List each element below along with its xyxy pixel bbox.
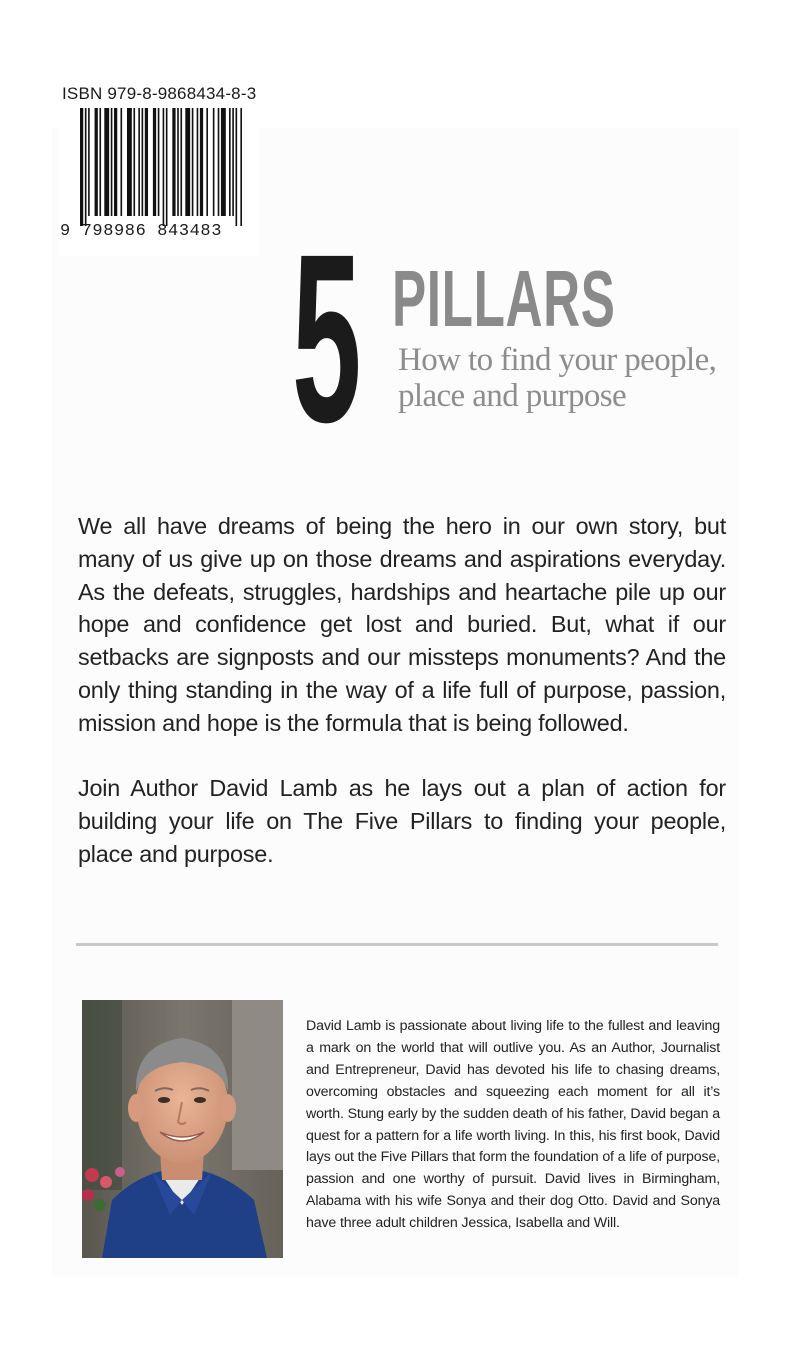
barcode-bar <box>114 108 117 216</box>
barcode-bar <box>232 108 234 216</box>
barcode-bar <box>99 108 101 216</box>
barcode-bar <box>200 108 203 216</box>
barcode-bar <box>192 108 194 216</box>
barcode-bar <box>145 108 148 216</box>
barcode-bar <box>206 108 208 216</box>
barcode-bar <box>121 108 123 216</box>
barcode-bar <box>158 108 160 216</box>
barcode-bar <box>240 108 242 226</box>
barcode-bar <box>185 108 190 216</box>
barcode-bar <box>127 108 132 216</box>
blurb-paragraph-2: Join Author David Lamb as he lays out a plan of action for building your life on The Five Pillars to finding your people, place and purpose. <box>78 775 726 867</box>
barcode-bar <box>180 108 182 216</box>
barcode-bar <box>153 108 156 216</box>
barcode-bar <box>80 108 83 226</box>
barcode-bar <box>197 108 199 216</box>
barcode-bar <box>163 108 165 226</box>
barcode-bar <box>213 108 215 216</box>
subtitle-line-2: place and purpose <box>398 378 627 414</box>
barcode-bar <box>133 108 135 216</box>
subtitle <box>398 342 716 414</box>
title-word: PILLARS <box>392 254 616 343</box>
barcode-bar <box>177 108 179 216</box>
barcode-bar <box>221 108 226 216</box>
author-photo <box>82 1000 283 1258</box>
isbn-label: ISBN 979-8-9868434-8-3 <box>62 84 257 103</box>
blurb-paragraph-1: We all have dreams of being the hero in our own story, but many of us give up on those dreams and aspirations everyday. As the defeats, struggles, hardships and heartache pile up our hope and confidence get lost and buried. But, what if our setbacks are signposts and our missteps monuments? And the only thing standing in the way of a life full of purpose, passion, mission and hope is the formula that is being followed. <box>78 513 726 736</box>
barcode-image <box>80 108 242 226</box>
title-number: 5 <box>292 204 362 472</box>
author-bio: David Lamb is passionate about living life to the fullest and leaving a mark on the world that will outlive you. As an Author, Journalist and Entrepreneur, David has devoted his life to chasing dreams, overcoming obstacles and squeezing each moment for all it’s worth. Stung early by the sudden death of his father, David began a quest for a pattern for a life worth living. In this, his first book, David lays out the Five Pillars that form the foundation of a life of purpose, passion and one worthy of pursuit. David lives in Birmingham, Alabama with his wife Sonya and their dog Otto. David and Sonya have three adult children Jessica, Isabella and Will. <box>306 1018 720 1232</box>
barcode-bar <box>85 108 87 226</box>
subtitle-line-1: How to find your people, <box>398 342 717 378</box>
barcode-bar <box>138 108 140 216</box>
barcode-bar <box>229 108 231 216</box>
barcode-bar <box>104 108 109 216</box>
section-divider <box>76 943 718 946</box>
barcode-bar <box>166 108 168 226</box>
barcode-bar <box>172 108 175 216</box>
barcode-bar <box>88 108 90 216</box>
barcode-bar <box>95 108 98 216</box>
barcode-bar <box>111 108 113 216</box>
barcode-bar <box>218 108 220 216</box>
barcode-bar <box>142 108 144 216</box>
barcode-bar <box>236 108 238 226</box>
book-blurb <box>78 510 726 871</box>
barcode-digits: 9 798986 843483 <box>60 222 223 241</box>
